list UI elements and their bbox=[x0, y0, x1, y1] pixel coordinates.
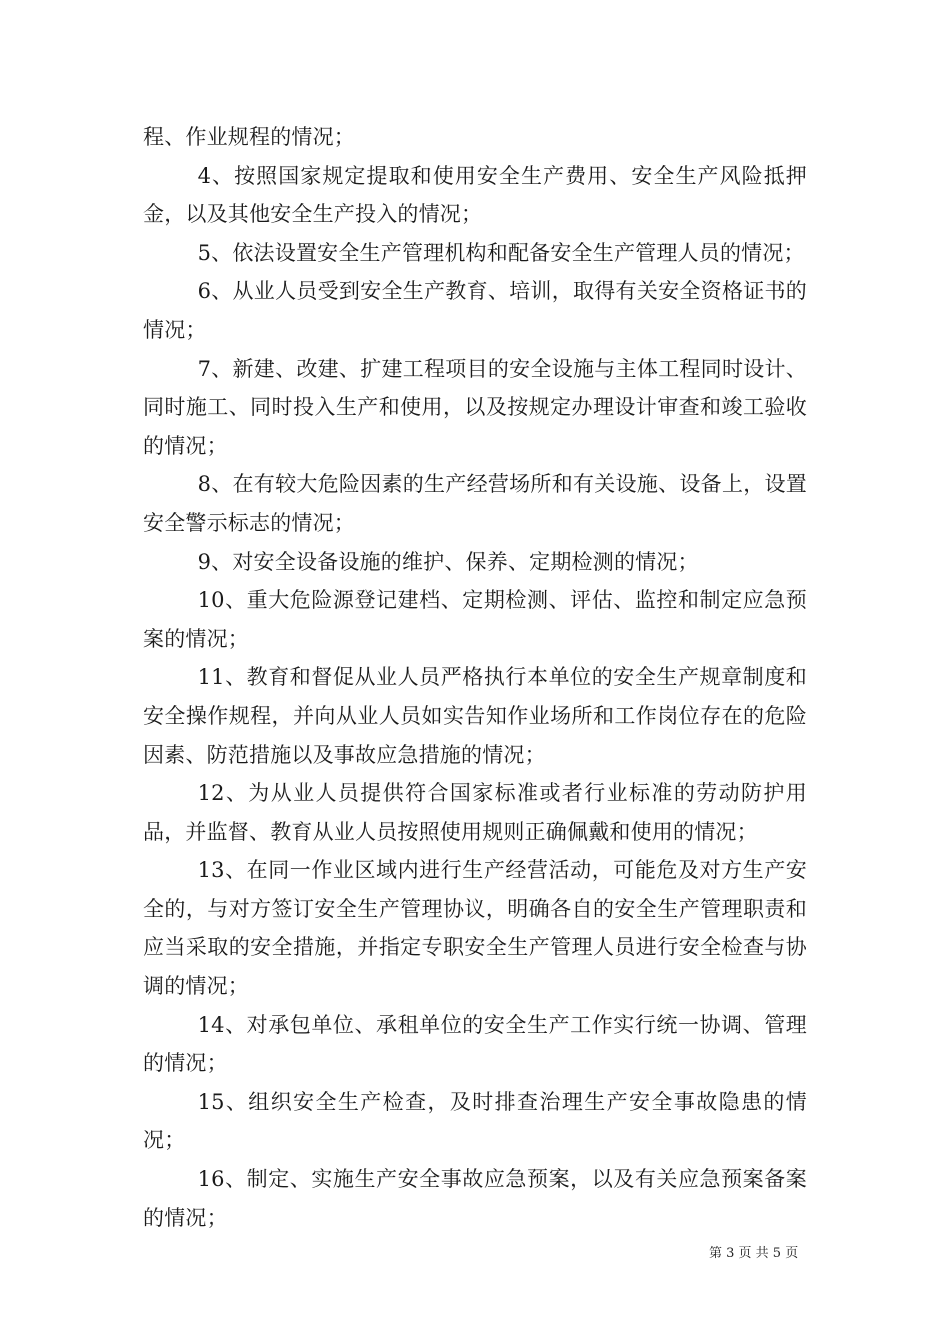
paragraph-14: 16、制定、实施生产安全事故应急预案，以及有关应急预案备案的情况； bbox=[143, 1167, 807, 1230]
paragraph-7: 9、对安全设备设施的维护、保养、定期检测的情况； bbox=[197, 549, 699, 574]
paragraph-13: 15、组织安全生产检查，及时排查治理生产安全事故隐患的情况； bbox=[143, 1089, 807, 1153]
paragraph-11: 13、在同一作业区域内进行生产经营活动，可能危及对方生产安全的，与对方签订安全生产管理协议，明确各自的安全生产管理职责和应当采取的安全措施，并指定专职安全生产管理人员进行安全检查与协调的情况； bbox=[143, 858, 807, 999]
paragraph-6: 8、在有较大危险因素的生产经营场所和有关设施、设备上，设置安全警示标志的情况； bbox=[143, 472, 807, 535]
paragraph-5: 7、新建、改建、扩建工程项目的安全设施与主体工程同时设计、同时施工、同时投入生产和使用，以及按规定办理设计审查和竣工验收的情况； bbox=[143, 356, 807, 458]
page-number-footer: 第 3 页 共 5 页 bbox=[709, 1246, 799, 1261]
paragraph-4: 6、从业人员受到安全生产教育、培训，取得有关安全资格证书的情况； bbox=[143, 279, 807, 342]
paragraph-2: 4、按照国家规定提取和使用安全生产费用、安全生产风险抵押金，以及其他安全生产投入的情况； bbox=[143, 163, 807, 227]
paragraph-12: 14、对承包单位、承租单位的安全生产工作实行统一协调、管理的情况； bbox=[143, 1012, 807, 1076]
paragraph-1: 程、作业规程的情况； bbox=[143, 125, 355, 149]
paragraph-3: 5、依法设置安全生产管理机构和配备安全生产管理人员的情况； bbox=[197, 240, 805, 265]
paragraph-10: 12、为从业人员提供符合国家标准或者行业标准的劳动防护用品，并监督、教育从业人员按照使用规则正确佩戴和使用的情况； bbox=[143, 781, 807, 844]
document-body bbox=[143, 118, 807, 1237]
paragraph-8: 10、重大危险源登记建档、定期检测、评估、监控和制定应急预案的情况； bbox=[143, 588, 807, 651]
paragraph-9: 11、教育和督促从业人员严格执行本单位的安全生产规章制度和安全操作规程，并向从业人员如实告知作业场所和工作岗位存在的危险因素、防范措施以及事故应急措施的情况； bbox=[143, 665, 807, 767]
